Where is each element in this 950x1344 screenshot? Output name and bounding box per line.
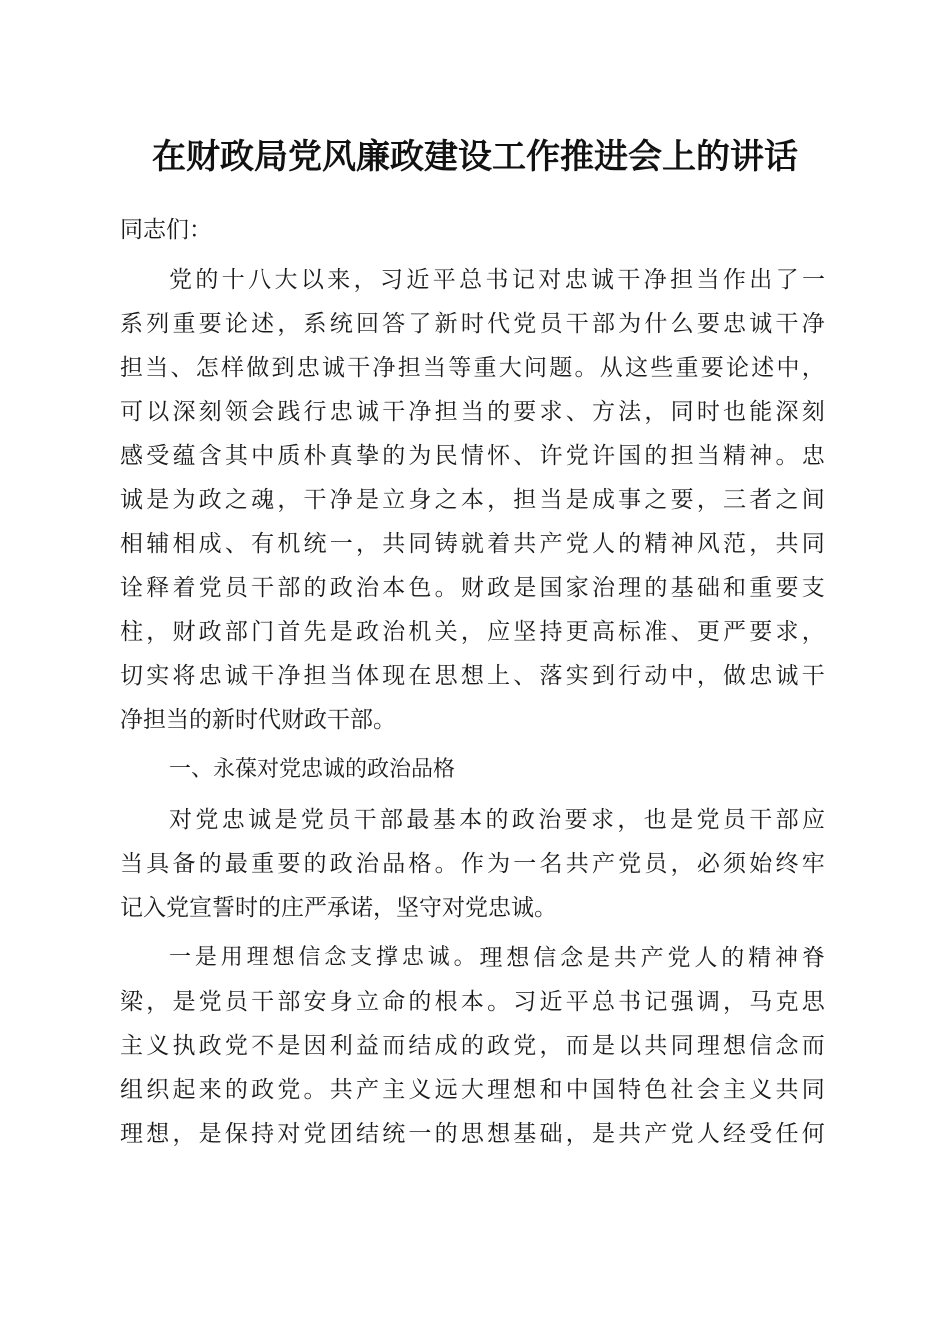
paragraph-line: 诠 释 着 党 员 干 部 的 政 治 本 色 。 财 政 是 国 家 治 理 的 基 础 和 重 要 支 [120,575,825,601]
paragraph-line: 当 具 备 的 最 重 要 的 政 治 品 格 。 作 为 一 名 共 产 党 员 ， 必 须 始 终 牢 [120,851,825,877]
document-title: 在财政局党风廉政建设工作推进会上的讲话 [152,137,798,177]
paragraph-line: 理 想 ， 是 保 持 对 党 团 结 统 一 的 思 想 基 础 ， 是 共 产 党 人 经 受 任 何 [120,1121,825,1147]
document-body [120,208,825,1156]
paragraph-line: 梁 ， 是 党 员 干 部 安 身 立 命 的 根 本 。 习 近 平 总 书 记 强 调 ， 马 克 思 [120,989,825,1015]
paragraph-loyalty [120,798,825,930]
paragraph-line: 可 以 深 刻 领 会 践 行 忠 诚 干 净 担 当 的 要 求 、 方 法 ， 同 时 也 能 深 刻 [120,399,825,425]
salutation: 同志们： [120,217,212,243]
paragraph-line: 净 担 当 的 新 时 代 财 政 干 部 。 [120,707,396,733]
paragraph-line: 感 受 蕴 含 其 中 质 朴 真 挚 的 为 民 情 怀 、 许 党 许 国 的 担 当 精 神 。 忠 [120,443,825,469]
section-heading-1: 一、永葆对党忠诚的政治品格 [169,757,456,782]
paragraph-line: 系 列 重 要 论 述 ， 系 统 回 答 了 新 时 代 党 员 干 部 为 什 么 要 忠 诚 干 净 [120,311,825,337]
paragraph-line: 组 织 起 来 的 政 党 。 共 产 主 义 远 大 理 想 和 中 国 特 色 社 会 主 义 共 同 [120,1077,825,1103]
paragraph-line: 党 的 十 八 大 以 来 ， 习 近 平 总 书 记 对 忠 诚 干 净 担 当 作 出 了 一 [169,267,825,293]
paragraph-intro [120,258,825,742]
paragraph-line: 担 当 、 怎 样 做 到 忠 诚 干 净 担 当 等 重 大 问 题 。 从 这 些 重 要 论 述 中 ， [120,355,825,381]
paragraph-line: 对 党 忠 诚 是 党 员 干 部 最 基 本 的 政 治 要 求 ， 也 是 党 员 干 部 应 [169,807,825,833]
paragraph-ideals [120,936,825,1156]
paragraph-line: 主 义 执 政 党 不 是 因 利 益 而 结 成 的 政 党 ， 而 是 以 共 同 理 想 信 念 而 [120,1033,825,1059]
paragraph-line: 诚 是 为 政 之 魂 ， 干 净 是 立 身 之 本 ， 担 当 是 成 事 之 要 ， 三 者 之 间 [120,487,825,513]
paragraph-line: 柱 ， 财 政 部 门 首 先 是 政 治 机 关 ， 应 坚 持 更 高 标 准 、 更 严 要 求 ， [120,619,825,645]
paragraph-line: 一 是 用 理 想 信 念 支 撑 忠 诚 。 理 想 信 念 是 共 产 党 人 的 精 神 脊 [169,945,825,971]
paragraph-line: 相 辅 相 成 、 有 机 统 一 ， 共 同 铸 就 着 共 产 党 人 的 精 神 风 范 ， 共 同 [120,531,825,557]
paragraph-line: 记 入 党 宣 誓 时 的 庄 严 承 诺 ， 坚 守 对 党 忠 诚 。 [120,895,557,921]
paragraph-line: 切 实 将 忠 诚 干 净 担 当 体 现 在 思 想 上 、 落 实 到 行 动 中 ， 做 忠 诚 干 [120,663,825,689]
